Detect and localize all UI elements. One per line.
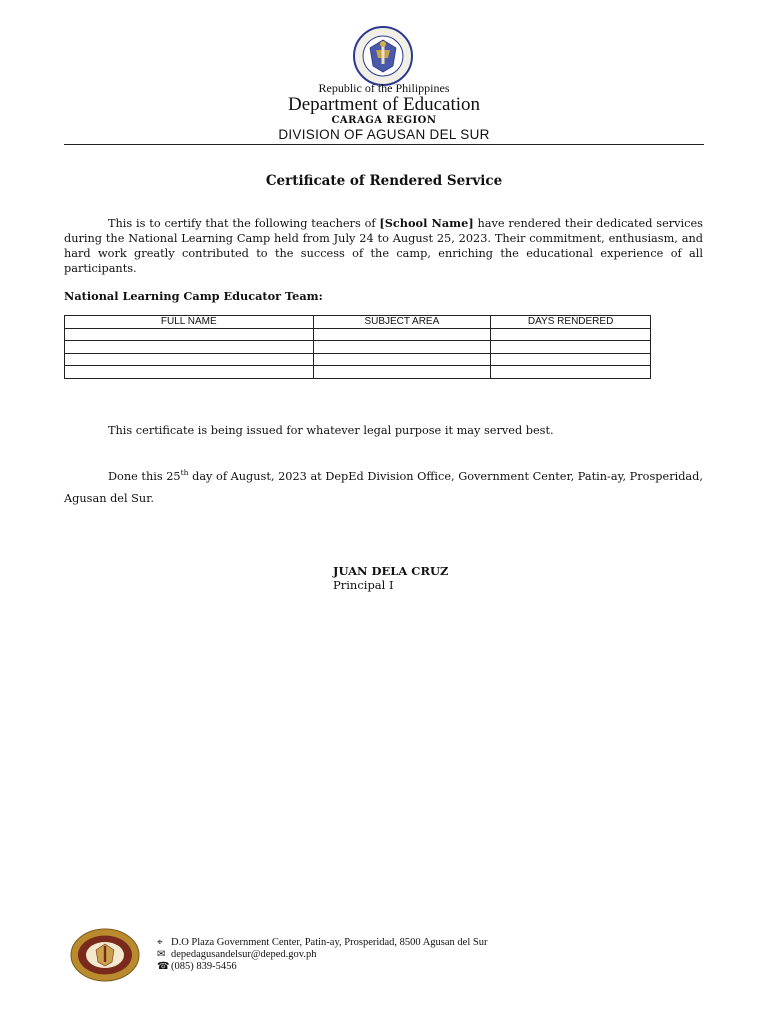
- envelope-icon: ✉: [157, 949, 166, 960]
- educator-team-table: [64, 315, 651, 379]
- telephone-icon: ☎: [157, 961, 170, 972]
- table-cell: [65, 328, 314, 341]
- p3-end-text: day of August, 2023 at DepEd Division Office, Government Center, Patin-ay, Prosperidad, Agusan del Sur.: [64, 470, 703, 505]
- table-cell: [491, 366, 651, 379]
- table-row: [65, 353, 651, 366]
- table-row: [65, 328, 651, 341]
- column-header-days-rendered: DAYS RENDERED: [491, 316, 651, 329]
- signatory-position: Principal I: [333, 578, 394, 592]
- team-heading: National Learning Camp Educator Team:: [64, 289, 323, 303]
- table-cell: [65, 341, 314, 354]
- table-cell: [313, 341, 491, 354]
- table-cell: [491, 341, 651, 354]
- signatory-name: JUAN DELA CRUZ: [333, 564, 449, 578]
- table-row: [65, 341, 651, 354]
- ordinal-suffix: th: [180, 468, 189, 478]
- footer-contact: [157, 937, 487, 973]
- footer-email-row: [157, 949, 487, 961]
- footer-phone: (085) 839-5456: [171, 961, 237, 972]
- p1-start-text: This is to certify that the following teachers of: [108, 217, 380, 230]
- p1-end-text: have rendered their dedicated services during the National Learning Camp held from July 24 to August 25, 2023. Their commitment, enthusiasm, and hard work greatly contributed to the success of the camp, enriching the educational experience of all participants.: [64, 217, 703, 275]
- header-divider: [64, 144, 704, 145]
- footer-address: D.O Plaza Government Center, Patin-ay, Prosperidad, 8500 Agusan del Sur: [171, 937, 488, 948]
- department-name: Department of Education: [287, 94, 481, 115]
- location-pin-icon: ⌖: [157, 937, 163, 948]
- deped-seal-logo: [348, 26, 418, 86]
- footer-address-row: [157, 937, 487, 949]
- school-name-placeholder: [School Name]: [379, 216, 474, 230]
- table-cell: [491, 353, 651, 366]
- footer-email[interactable]: depedagusandelsur@deped.gov.ph: [171, 949, 317, 960]
- division-seal-logo: [70, 928, 140, 982]
- column-header-full-name: FULL NAME: [65, 316, 314, 329]
- table-cell: [65, 366, 314, 379]
- division-name: DIVISION OF AGUSAN DEL SUR: [278, 127, 490, 142]
- p3-start-text: Done this 25: [108, 470, 181, 483]
- table-header-row: [65, 316, 651, 329]
- column-header-subject-area: SUBJECT AREA: [313, 316, 491, 329]
- certification-paragraph: [64, 216, 703, 276]
- table-cell: [313, 328, 491, 341]
- region-name: CARAGA REGION: [331, 115, 437, 126]
- purpose-statement: This certificate is being issued for whatever legal purpose it may served best.: [108, 424, 554, 437]
- table-cell: [313, 366, 491, 379]
- table-cell: [491, 328, 651, 341]
- republic-line: Republic of the Philippines: [318, 81, 450, 95]
- issuance-paragraph: [64, 466, 703, 510]
- table-cell: [313, 353, 491, 366]
- footer-phone-row: [157, 961, 487, 973]
- table-cell: [65, 353, 314, 366]
- certificate-title: Certificate of Rendered Service: [265, 173, 503, 189]
- table-row: [65, 366, 651, 379]
